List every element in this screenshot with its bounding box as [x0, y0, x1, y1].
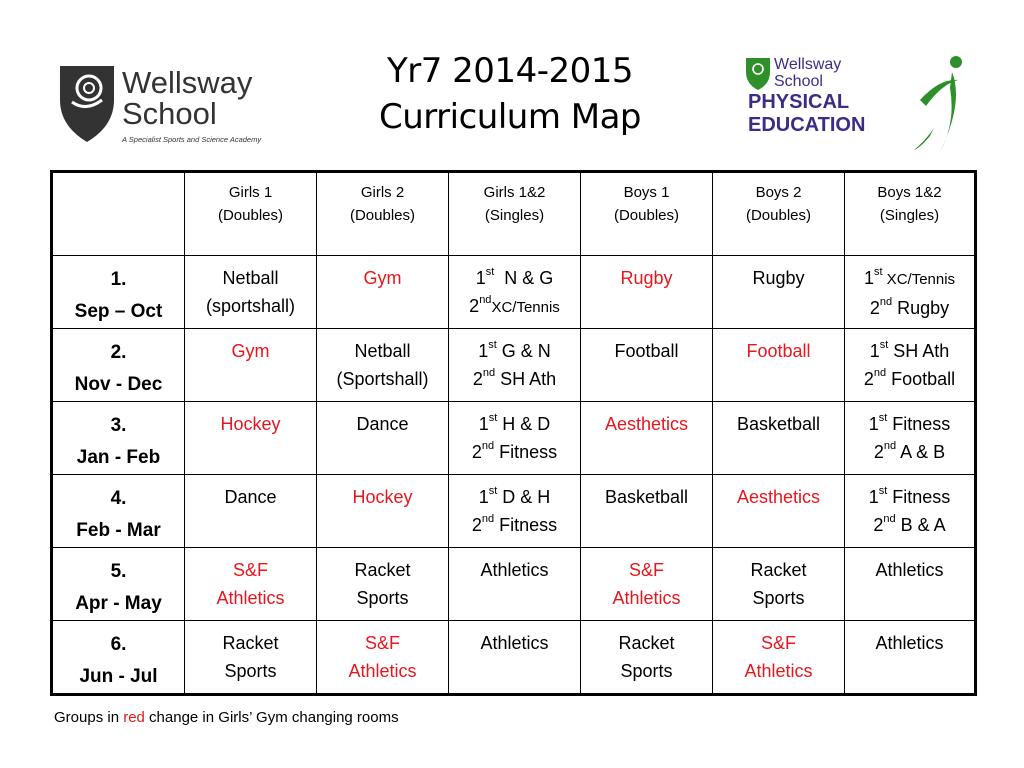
- activity-cell: Racket Sports: [185, 621, 317, 695]
- activity-cell: 1st N & G 2ndXC/Tennis: [449, 256, 581, 329]
- activity-cell: Hockey: [185, 402, 317, 475]
- activity-cell: Basketball: [713, 402, 845, 475]
- page-title: [330, 48, 690, 140]
- activity-cell: 1st D & H 2nd Fitness: [449, 475, 581, 548]
- activity-cell: Racket Sports: [581, 621, 713, 695]
- corner-cell: [52, 172, 185, 256]
- activity-cell: S&F Athletics: [317, 621, 449, 695]
- activity-cell: Football: [581, 329, 713, 402]
- header-cell: Boys 1 (Doubles): [581, 172, 713, 256]
- activity-cell: Basketball: [581, 475, 713, 548]
- svg-text:Wellsway: Wellsway: [122, 65, 253, 100]
- activity-cell: S&F Athletics: [185, 548, 317, 621]
- activity-cell: Athletics: [845, 621, 976, 695]
- activity-cell: Football: [713, 329, 845, 402]
- activity-cell: 1st XC/Tennis 2nd Rugby: [845, 256, 976, 329]
- activity-cell: S&F Athletics: [581, 548, 713, 621]
- activity-cell: Gym: [185, 329, 317, 402]
- running-figure-icon: [914, 56, 962, 152]
- activity-cell: Rugby: [713, 256, 845, 329]
- header-cell: Boys 2 (Doubles): [713, 172, 845, 256]
- table-row: [52, 329, 976, 402]
- activity-cell: Gym: [317, 256, 449, 329]
- svg-text:Wellsway: Wellsway: [774, 56, 842, 73]
- title-line-2: Curriculum Map: [378, 97, 641, 137]
- activity-cell: Netball (Sportshall): [317, 329, 449, 402]
- physical-education-logo: [744, 52, 976, 160]
- header-cell: Boys 1&2 (Singles): [845, 172, 976, 256]
- footer-note: Groups in red change in Girls’ Gym changing rooms: [54, 709, 399, 726]
- header-row: [52, 172, 976, 256]
- activity-cell: Aesthetics: [581, 402, 713, 475]
- activity-cell: 1st G & N 2nd SH Ath: [449, 329, 581, 402]
- svg-text:A Specialist Sports and Scienc: A Specialist Sports and Science Academy: [122, 135, 262, 144]
- activity-cell: Dance: [317, 402, 449, 475]
- term-cell: 5. Apr - May: [52, 548, 185, 621]
- activity-cell: 1st H & D 2nd Fitness: [449, 402, 581, 475]
- svg-text:PHYSICAL: PHYSICAL: [748, 91, 850, 113]
- header-cell: Girls 1 (Doubles): [185, 172, 317, 256]
- table-row: [52, 475, 976, 548]
- activity-cell: Racket Sports: [713, 548, 845, 621]
- wellsway-school-logo: [56, 60, 296, 150]
- activity-cell: Netball (sportshall): [185, 256, 317, 329]
- activity-cell: Athletics: [449, 621, 581, 695]
- table-row: [52, 256, 976, 329]
- svg-text:School: School: [774, 73, 823, 90]
- term-cell: 2. Nov - Dec: [52, 329, 185, 402]
- header-cell: Girls 2 (Doubles): [317, 172, 449, 256]
- svg-text:School: School: [122, 96, 217, 131]
- term-cell: 6. Jun - Jul: [52, 621, 185, 695]
- header-cell: Girls 1&2 (Singles): [449, 172, 581, 256]
- table-row: [52, 402, 976, 475]
- activity-cell: Athletics: [449, 548, 581, 621]
- activity-cell: S&F Athletics: [713, 621, 845, 695]
- activity-cell: 1st SH Ath 2nd Football: [845, 329, 976, 402]
- term-cell: 3. Jan - Feb: [52, 402, 185, 475]
- activity-cell: Rugby: [581, 256, 713, 329]
- table-row: [52, 548, 976, 621]
- curriculum-table: [50, 170, 977, 696]
- svg-text:EDUCATION: EDUCATION: [748, 114, 866, 136]
- term-cell: 4. Feb - Mar: [52, 475, 185, 548]
- activity-cell: Racket Sports: [317, 548, 449, 621]
- activity-cell: Aesthetics: [713, 475, 845, 548]
- activity-cell: 1st Fitness 2nd B & A: [845, 475, 976, 548]
- activity-cell: Athletics: [845, 548, 976, 621]
- table-row: [52, 621, 976, 695]
- activity-cell: Hockey: [317, 475, 449, 548]
- activity-cell: Dance: [185, 475, 317, 548]
- title-line-1: Yr7 2014-2015: [386, 51, 633, 91]
- term-cell: 1. Sep – Oct: [52, 256, 185, 329]
- activity-cell: 1st Fitness 2nd A & B: [845, 402, 976, 475]
